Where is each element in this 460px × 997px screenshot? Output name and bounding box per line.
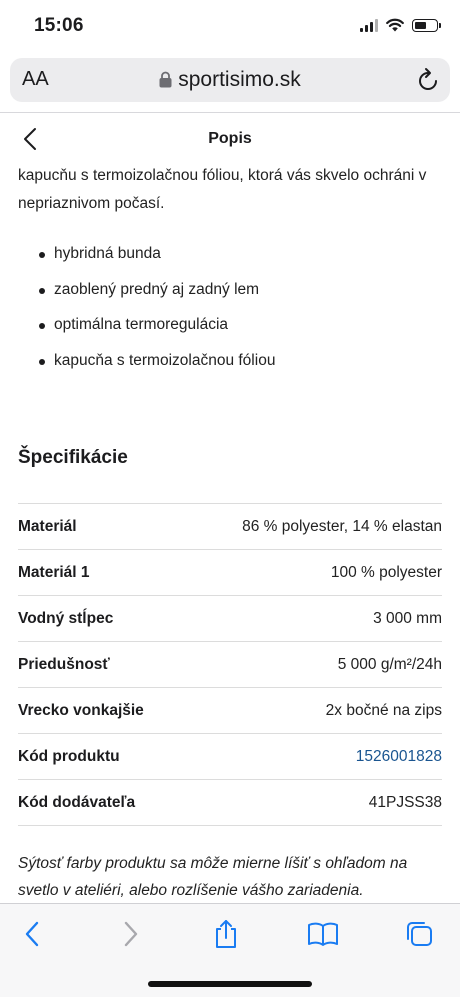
- back-icon: [24, 921, 40, 947]
- page-title: Popis: [208, 130, 252, 147]
- url-field[interactable]: [10, 68, 450, 92]
- table-row: [18, 504, 442, 550]
- forward-icon: [123, 921, 139, 947]
- bookmarks-icon: [307, 921, 339, 947]
- spec-value: 41PJSS38: [368, 793, 442, 811]
- table-row: [18, 550, 442, 596]
- url-text: sportisimo.sk: [178, 68, 301, 91]
- table-row: [18, 780, 442, 826]
- list-item: zaoblený predný aj zadný lem: [18, 272, 275, 308]
- lock-icon: [159, 71, 172, 88]
- reload-icon[interactable]: [416, 67, 440, 93]
- share-button[interactable]: [206, 918, 246, 950]
- spec-value: 3 000 mm: [373, 609, 442, 627]
- spec-value: 5 000 g/m²/24h: [337, 655, 442, 673]
- spec-label: Kód produktu: [18, 747, 120, 765]
- battery-icon: [412, 19, 438, 32]
- table-row: [18, 642, 442, 688]
- spec-label: Materiál: [18, 517, 77, 535]
- share-icon: [213, 919, 239, 949]
- table-row: [18, 734, 442, 780]
- home-indicator: [148, 981, 312, 987]
- status-icons: [360, 18, 438, 32]
- list-item: hybridná bunda: [18, 236, 275, 272]
- color-disclaimer: Sýtosť farby produktu sa môže mierne líšiť s ohľadom na svetlo v ateliéri, alebo rozlíšenie vášho zariadenia.: [18, 855, 408, 899]
- specs-heading: Špecifikácie: [18, 447, 128, 468]
- tabs-button[interactable]: [399, 918, 439, 950]
- product-code-link[interactable]: 1526001828: [355, 747, 442, 765]
- wifi-icon: [386, 18, 404, 32]
- tabs-icon: [404, 920, 434, 948]
- spec-label: Materiál 1: [18, 563, 90, 581]
- spec-value: 2x bočné na zips: [325, 701, 442, 719]
- spec-label: Vodný stĺpec: [18, 609, 114, 627]
- spec-label: Kód dodávateľa: [18, 793, 136, 811]
- address-bar[interactable]: [10, 58, 450, 102]
- status-time: 15:06: [34, 15, 84, 36]
- specs-table: [18, 503, 442, 826]
- spec-label: Vrecko vonkajšie: [18, 701, 144, 719]
- bookmarks-button[interactable]: [303, 918, 343, 950]
- signal-icon: [360, 19, 378, 32]
- list-item: kapucňa s termoizolačnou fóliou: [18, 343, 275, 379]
- spec-label: Priedušnosť: [18, 655, 110, 673]
- feature-list: [18, 236, 275, 378]
- spec-value: 100 % polyester: [330, 563, 442, 581]
- table-row: [18, 596, 442, 642]
- table-row: [18, 688, 442, 734]
- status-bar: [0, 0, 460, 56]
- spec-value: 86 % polyester, 14 % elastan: [242, 517, 442, 535]
- divider: [0, 112, 460, 113]
- text-size-button[interactable]: AA: [22, 68, 49, 90]
- back-button[interactable]: [12, 918, 52, 950]
- forward-button[interactable]: [111, 918, 151, 950]
- list-item: optimálna termoregulácia: [18, 307, 275, 343]
- description-text: kapucňu s termoizolačnou fóliou, ktorá vás skvelo ochráni v nepriaznivom počasí.: [18, 167, 427, 212]
